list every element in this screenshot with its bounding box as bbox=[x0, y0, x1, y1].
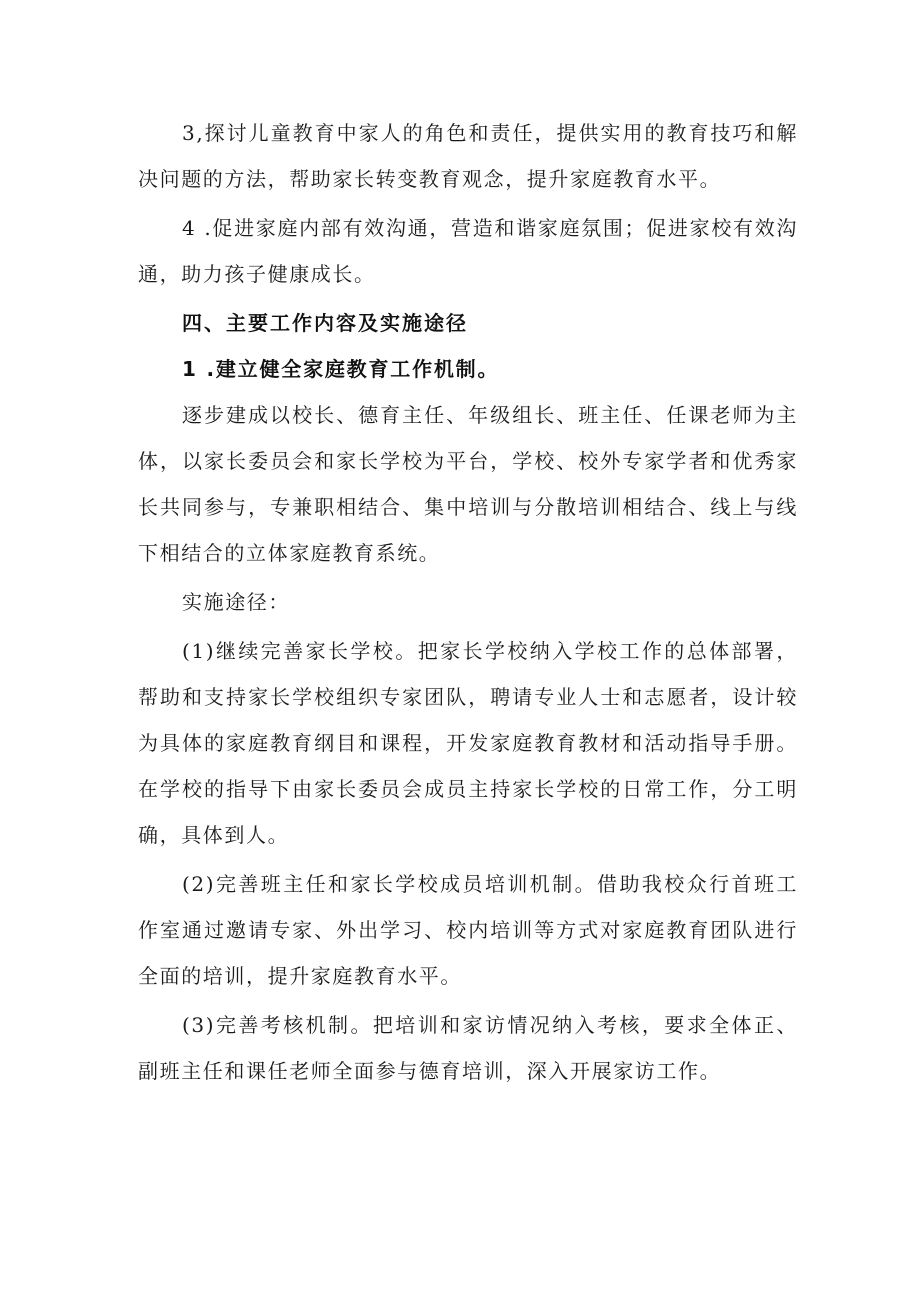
implementation-label: 实施途径： bbox=[182, 590, 290, 614]
paragraph-4: 4 .促进家庭内部有效沟通，营造和谐家庭氛围；促进家校有效沟通，助力孩子健康成长。 bbox=[138, 216, 798, 286]
subsection-heading-1: 1 .建立健全家庭教育工作机制。 bbox=[182, 357, 500, 381]
document-body bbox=[138, 110, 798, 1094]
section-heading: 四、主要工作内容及实施途径 bbox=[182, 311, 468, 335]
paragraph-system: 逐步建成以校长、德育主任、年级组长、班主任、任课老师为主体，以家长委员会和家长学校为平台，学校、校外专家学者和优秀家长共同参与，专兼职相结合、集中培训与分散培训相结合、线上与线下相结合的立体家庭教育系统。 bbox=[138, 403, 798, 565]
paragraph-3: 3,探讨儿童教育中家人的角色和责任，提供实用的教育技巧和解决问题的方法，帮助家长转变教育观念，提升家庭教育水平。 bbox=[138, 121, 798, 191]
list-item-2: (2)完善班主任和家长学校成员培训机制。借助我校众行首班工作室通过邀请专家、外出学习、校内培训等方式对家庭教育团队进行全面的培训，提升家庭教育水平。 bbox=[138, 872, 798, 988]
list-item-3: (3)完善考核机制。把培训和家访情况纳入考核，要求全体正、副班主任和课任老师全面参与德育培训，深入开展家访工作。 bbox=[138, 1013, 798, 1083]
list-item-1: (1)继续完善家长学校。把家长学校纳入学校工作的总体部署，帮助和支持家长学校组织专家团队，聘请专业人士和志愿者，设计较为具体的家庭教育纲目和课程，开发家庭教育教材和活动指导手册。在学校的指导下由家长委员会成员主持家长学校的日常工作，分工明确，具体到人。 bbox=[138, 639, 798, 847]
